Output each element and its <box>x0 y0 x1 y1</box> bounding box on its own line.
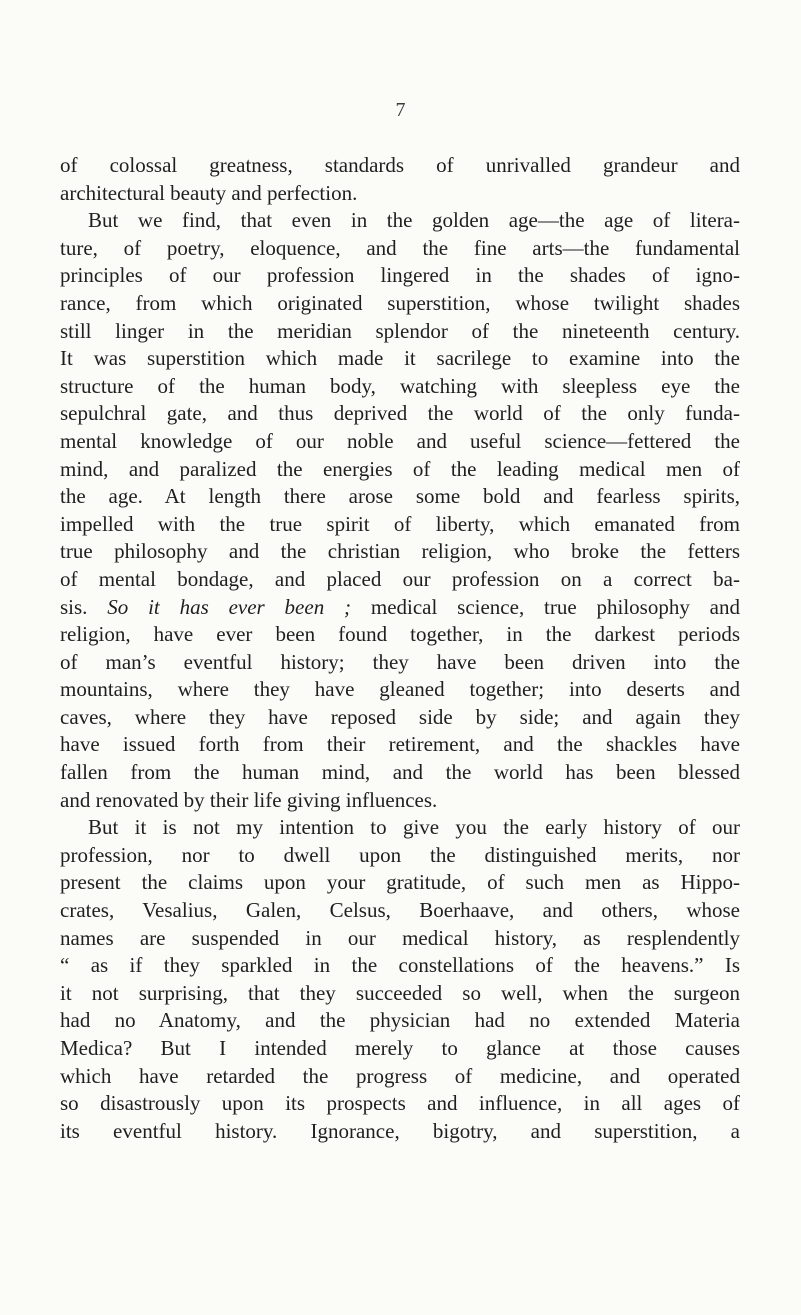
text-line: have issued forth from their retirement, and the shackles have <box>60 732 740 757</box>
text-segment: sis. <box>60 594 108 619</box>
text-line: profession, nor to dwell upon the distinguished merits, nor <box>60 842 740 867</box>
text-line: rance, from which originated superstition, whose twilight shades <box>60 290 740 315</box>
text-line: It was superstition which made it sacrilege to examine into the <box>60 346 740 371</box>
text-line: so disastrously upon its prospects and influence, in all ages of <box>60 1091 740 1116</box>
text-line: mountains, where they have gleaned together; into deserts and <box>60 677 740 702</box>
text-line: its eventful history. Ignorance, bigotry, and superstition, a <box>60 1118 740 1143</box>
text-line: ture, of poetry, eloquence, and the fine arts—the fundamental <box>60 235 740 260</box>
text-line: had no Anatomy, and the physician had no extended Materia <box>60 1008 740 1033</box>
text-line: true philosophy and the christian religion, who broke the fetters <box>60 539 740 564</box>
text-line: But we find, that even in the golden age—the age of litera- <box>88 208 740 233</box>
text-line: names are suspended in our medical history, as resplendently <box>60 925 740 950</box>
text-line: caves, where they have reposed side by side; and again they <box>60 704 740 729</box>
text-line: Medica? But I intended merely to glance at those causes <box>60 1036 740 1060</box>
text-line: principles of our profession lingered in the shades of igno- <box>60 263 740 288</box>
text-line: of man’s eventful history; they have been driven into the <box>60 649 740 674</box>
italic-phrase: So it has ever been ; <box>107 594 352 619</box>
text-line: religion, have ever been found together, in the darkest periods <box>60 622 740 647</box>
text-line: which have retarded the progress of medicine, and operated <box>60 1063 740 1088</box>
text-line: mind, and paralized the energies of the leading medical men of <box>60 456 740 481</box>
text-line: “ as if they sparkled in the constellations of the heavens.” Is <box>60 953 740 978</box>
text-line: impelled with the true spirit of liberty, which emanated from <box>60 511 740 536</box>
text-line: the age. At length there arose some bold and fearless spirits, <box>60 484 740 509</box>
text-line <box>60 594 740 622</box>
text-line: present the claims upon your gratitude, of such men as Hippo- <box>60 870 740 895</box>
text-line: architectural beauty and perfection. <box>60 180 358 205</box>
text-line: of mental bondage, and placed our profession on a correct ba- <box>60 566 740 591</box>
text-line: fallen from the human mind, and the world has been blessed <box>60 760 740 785</box>
text-segment: medical science, true philosophy and <box>351 594 740 619</box>
text-line: still linger in the meridian splendor of the nineteenth century. <box>60 318 740 343</box>
text-line: crates, Vesalius, Galen, Celsus, Boerhaave, and others, whose <box>60 898 740 923</box>
body-text <box>60 152 740 1145</box>
page-number: 7 <box>395 99 406 121</box>
text-line: structure of the human body, watching with sleepless eye the <box>60 373 740 398</box>
text-line: mental knowledge of our noble and useful science—fettered the <box>60 428 740 453</box>
text-line: it not surprising, that they succeeded so well, when the surgeon <box>60 980 740 1005</box>
text-line: But it is not my intention to give you the early history of our <box>88 815 740 840</box>
text-line: and renovated by their life giving influences. <box>60 787 438 812</box>
text-line: of colossal greatness, standards of unrivalled grandeur and <box>60 153 740 177</box>
text-line: sepulchral gate, and thus deprived the world of the only funda- <box>60 401 740 426</box>
